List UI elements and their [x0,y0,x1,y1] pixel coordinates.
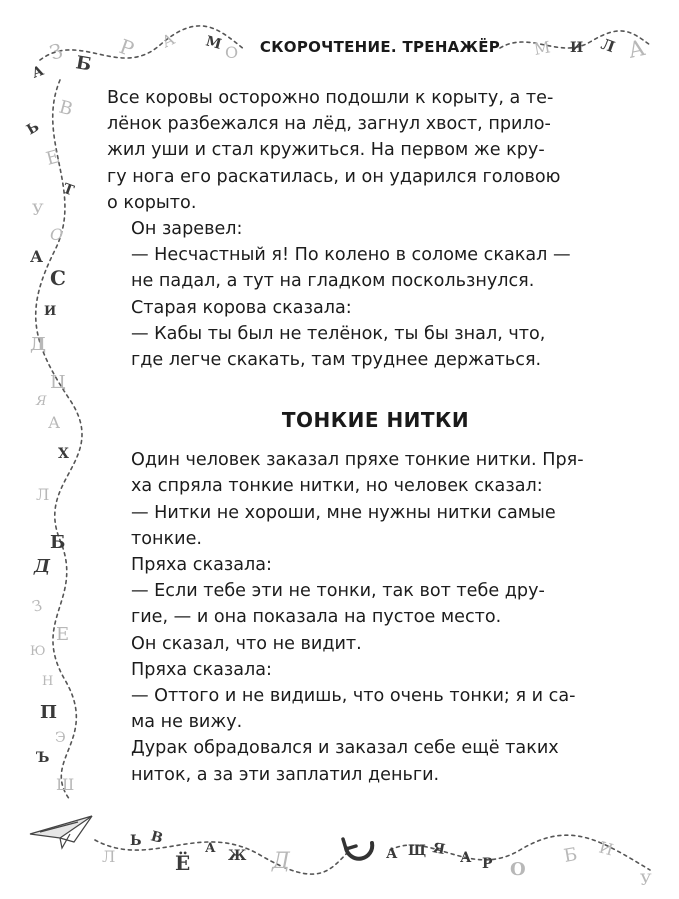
frame-letter: Н [42,674,54,689]
frame-letter: Б [74,52,93,76]
frame-letter: Б [50,532,66,553]
frame-letter: Е [43,146,62,170]
frame-letter: И [570,40,584,56]
frame-letter: О [50,225,64,244]
frame-letter: Ж [228,848,247,864]
frame-letter: Д [272,849,290,874]
story-1-paragraph: Старая корова сказала: [131,297,352,318]
frame-letter: Ё [175,851,191,875]
refresh-arrow-icon [343,839,372,859]
frame-letter: А [626,35,648,64]
frame-letter: А [30,247,44,266]
frame-letter: Ю [30,644,46,659]
frame-letter: И [596,837,616,860]
frame-letter: П [40,702,57,723]
frame-letter: Э [55,730,66,746]
frame-letter: О [510,859,526,880]
frame-letter: Е [56,624,70,645]
frame-letter: У [32,200,44,219]
story-2-paragraph: Пряха сказала: [131,659,272,680]
frame-letter: А [386,846,398,862]
frame-letter: А [158,29,178,52]
frame-letter: Х [58,446,69,462]
frame-letter: Ъ [36,750,50,766]
frame-letter: Ь [130,833,142,849]
story-1-paragraph: Все коровы осторожно подошли к корыту, а те- лёнок разбежался на лёд, загнул хвост, прило- жил уши и стал кружиться. На первом же кру- гу нога его раскатилась, и он ударился головою о корыто. [107,88,561,213]
story-2-paragraph: Один человек заказал пряхе тонкие нитки. Пря- ха спряла тонкие нитки, но человек сказал: [131,450,584,497]
frame-letter: Ь [24,118,43,139]
story-2 [107,447,644,788]
frame-letter: Ш [56,775,75,794]
story-2-paragraph: Дурак обрадовался и заказал себе ещё таких ниток, а за эти заплатил деньги. [131,738,559,785]
frame-letter: А [48,413,61,432]
story-2-paragraph: Пряха сказала: [131,555,272,576]
frame-letter: Р [482,856,493,872]
frame-letter: Я [431,840,447,859]
story-1-paragraph: — Кабы ты был не телёнок, ты бы знал, что, где легче скакать, там труднее держаться. [131,323,546,371]
frame-letter: Л [36,485,50,504]
frame-letter: Ц [50,372,66,393]
frame-letter: В [148,828,165,847]
story-1-paragraph: Он заревел: [131,219,243,240]
frame-letter: С [50,266,66,290]
story-2-paragraph: — Если тебе эти не тонки, так вот тебе дру- гие, — и она показала на пустое место. [131,581,545,628]
story-2-title: ТОНКИЕ НИТКИ [281,408,470,433]
frame-letter: Л [598,34,618,57]
frame-letter: Д [34,556,51,577]
page-header: СКОРОЧТЕНИЕ. ТРЕНАЖЁР [259,38,501,56]
story-1 [107,85,644,373]
frame-letter: Щ [408,843,427,859]
frame-letter: Д [30,334,47,355]
frame-letter: А [205,841,216,856]
frame-letter: Р [116,34,138,62]
frame-letter: А [29,62,47,82]
page-content [107,85,644,788]
frame-letter: М [532,37,552,59]
frame-letter: Т [60,180,76,200]
frame-letter: А [460,850,472,866]
frame-letter: В [56,96,75,121]
frame-letter: О [225,43,239,62]
frame-letter: Л [102,847,116,866]
frame-letters-left [24,63,76,794]
story-2-paragraph: — Нитки не хороши, мне нужны нитки самые тонкие. [131,502,556,549]
frame-letter: Б [562,843,579,867]
paper-plane-icon [30,816,92,848]
story-2-paragraph: — Оттого и не видишь, что очень тонки; я и са- ма не вижу. [131,686,576,733]
frame-letter: З [47,38,66,65]
frame-letter: Я [36,394,47,409]
story-1-paragraph: — Несчастный я! По колено в соломе скакал — не падал, а тут на гладком поскользнулся. [131,245,571,292]
frame-letter: У [640,870,652,889]
frame-letters-bottom [102,828,652,889]
frame-letter: М [203,33,224,53]
story-2-paragraph: Он сказал, что не видит. [131,633,362,654]
frame-letter: З [30,596,45,616]
frame-letter: И [44,304,57,319]
